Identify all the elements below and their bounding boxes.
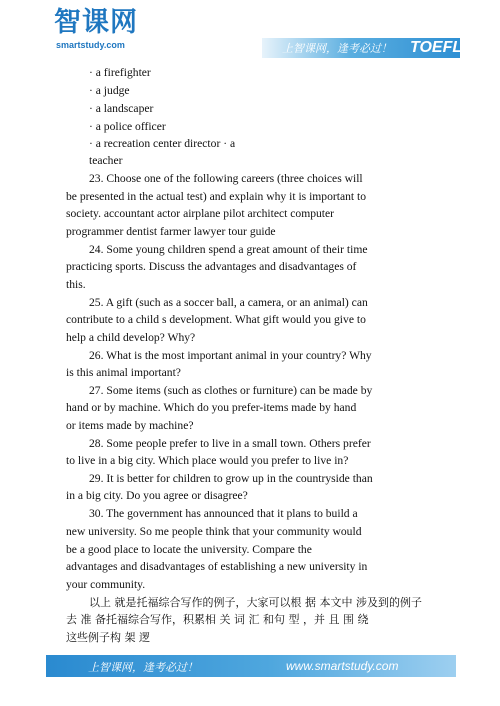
list-item: · a firefighter xyxy=(89,66,151,79)
list-item: · a recreation center director · a xyxy=(89,137,236,150)
paragraph-line: 28. Some people prefer to live in a small town. Others prefer xyxy=(89,437,371,450)
paragraph-line: 23. Choose one of the following careers (three choices will xyxy=(89,172,363,185)
paragraph-line: 30. The government has announced that it plans to build a xyxy=(89,507,358,520)
exam-label: TOEFL xyxy=(410,39,463,56)
paragraph-line: programmer dentist farmer lawyer tour guide xyxy=(66,225,276,238)
paragraph-line: advantages and disadvantages of establishing a new university in xyxy=(66,560,368,573)
paragraph-line: practicing sports. Discuss the advantages and disadvantages of xyxy=(66,260,357,273)
chinese-line: 去 准 备托福综合写作，积累相 关 词 汇 和句 型 ，并 且 围 绕 xyxy=(66,613,369,626)
paragraph-line: 27. Some items (such as clothes or furniture) can be made by xyxy=(89,384,373,397)
paragraph-line: in a big city. Do you agree or disagree? xyxy=(66,489,248,502)
logo-text: 智课网 xyxy=(54,7,138,38)
paragraph-line: 24. Some young children spend a great amount of their time xyxy=(89,243,368,256)
paragraph-line: be presented in the actual test) and explain why it is important to xyxy=(66,190,367,203)
list-item: · a landscaper xyxy=(89,102,154,115)
paragraph-line: be a good place to locate the university. Compare the xyxy=(66,543,312,556)
paragraph-line: is this animal important? xyxy=(66,366,181,379)
paragraph-line: or items made by machine? xyxy=(66,419,194,432)
header-slogan: 上智课网，逢考必过！ xyxy=(282,42,392,55)
logo-url: smartstudy.com xyxy=(56,40,125,50)
chinese-line: 以上 就是托福综合写作的例子，大家可以根 据 本文中 涉及到的例子 xyxy=(89,596,422,609)
paragraph-line: 25. A gift (such as a soccer ball, a camera, or an animal) can xyxy=(89,296,368,309)
paragraph-line: hand or by machine. Which do you prefer-items made by hand xyxy=(66,401,357,414)
paragraph-line: help a child develop? Why? xyxy=(66,331,196,344)
footer-slogan: 上智课网，逢考必过！ xyxy=(88,661,198,674)
paragraph-line: 26. What is the most important animal in your country? Why xyxy=(89,349,372,362)
paragraph-line: new university. So me people think that your community would xyxy=(66,525,362,538)
footer-url: www.smartstudy.com xyxy=(286,659,399,673)
chinese-line: 这些例子构 架 逻 xyxy=(66,631,150,644)
list-item: teacher xyxy=(89,154,123,167)
paragraph-line: to live in a big city. Which place would you prefer to live in? xyxy=(66,454,349,467)
list-item: · a police officer xyxy=(89,120,166,133)
paragraph-line: your community. xyxy=(66,578,146,591)
list-item: · a judge xyxy=(89,84,130,97)
paragraph-line: 29. It is better for children to grow up in the countryside than xyxy=(89,472,373,485)
paragraph-line: contribute to a child s development. What gift would you give to xyxy=(66,313,366,326)
paragraph-line: society. accountant actor airplane pilot architect computer xyxy=(66,207,335,220)
paragraph-line: this. xyxy=(66,278,86,291)
